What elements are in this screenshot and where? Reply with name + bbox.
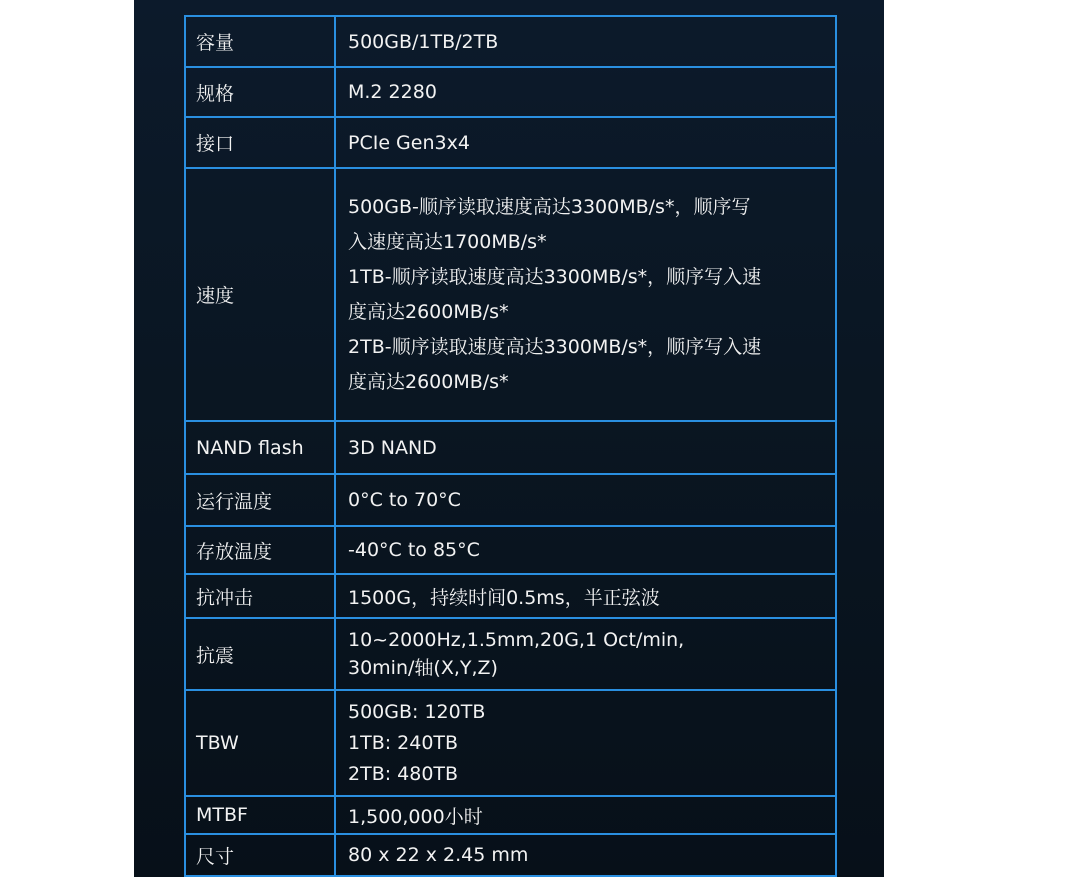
table-row (185, 421, 836, 474)
spec-key: MTBF (185, 796, 335, 834)
spec-value: PCIe Gen3x4 (335, 117, 836, 168)
table-row (185, 690, 836, 796)
table-row (185, 526, 836, 574)
spec-value: 1500G，持续时间0.5ms，半正弦波 (335, 574, 836, 618)
spec-key: TBW (185, 690, 335, 796)
spec-key: 抗震 (185, 618, 335, 690)
table-row (185, 168, 836, 421)
spec-value-line: 10~2000Hz,1.5mm,20G,1 Oct/min, (348, 629, 685, 651)
spec-value-line: 2TB: 480TB (348, 762, 459, 785)
spec-key: 抗冲击 (185, 574, 335, 618)
spec-key: 运行温度 (185, 474, 335, 526)
spec-value: 3D NAND (335, 421, 836, 474)
table-row (185, 834, 836, 876)
spec-key: 接口 (185, 117, 335, 168)
spec-panel (134, 0, 884, 877)
spec-value-line: 30min/轴(X,Y,Z) (348, 657, 498, 679)
spec-table (184, 15, 837, 877)
table-row (185, 618, 836, 690)
spec-value-line: 500GB: 120TB (348, 700, 486, 723)
spec-key: 存放温度 (185, 526, 335, 574)
table-row (185, 67, 836, 117)
spec-value-line: 1TB: 240TB (348, 731, 459, 754)
spec-value-line: 1TB-顺序读取速度高达3300MB/s*，顺序写入速 (348, 265, 762, 288)
spec-value (335, 618, 836, 690)
spec-value-line: 2TB-顺序读取速度高达3300MB/s*，顺序写入速 (348, 335, 762, 358)
spec-key: 容量 (185, 16, 335, 67)
spec-value: 80 x 22 x 2.45 mm (335, 834, 836, 876)
spec-value-line: 500GB-顺序读取速度高达3300MB/s*，顺序写 (348, 195, 751, 218)
spec-key: NAND flash (185, 421, 335, 474)
table-row (185, 16, 836, 67)
table-row (185, 796, 836, 834)
spec-value: 500GB/1TB/2TB (335, 16, 836, 67)
spec-value-line: 度高达2600MB/s* (348, 370, 509, 393)
spec-value-line: 入速度高达1700MB/s* (348, 230, 547, 253)
spec-key: 规格 (185, 67, 335, 117)
spec-value: 1,500,000小时 (335, 796, 836, 834)
spec-value (335, 168, 836, 421)
spec-value: 0°C to 70°C (335, 474, 836, 526)
spec-key: 速度 (185, 168, 335, 421)
spec-key: 尺寸 (185, 834, 335, 876)
spec-value (335, 690, 836, 796)
table-row (185, 574, 836, 618)
table-row (185, 474, 836, 526)
table-row (185, 117, 836, 168)
spec-value: M.2 2280 (335, 67, 836, 117)
spec-value-line: 度高达2600MB/s* (348, 300, 509, 323)
spec-value: -40°C to 85°C (335, 526, 836, 574)
